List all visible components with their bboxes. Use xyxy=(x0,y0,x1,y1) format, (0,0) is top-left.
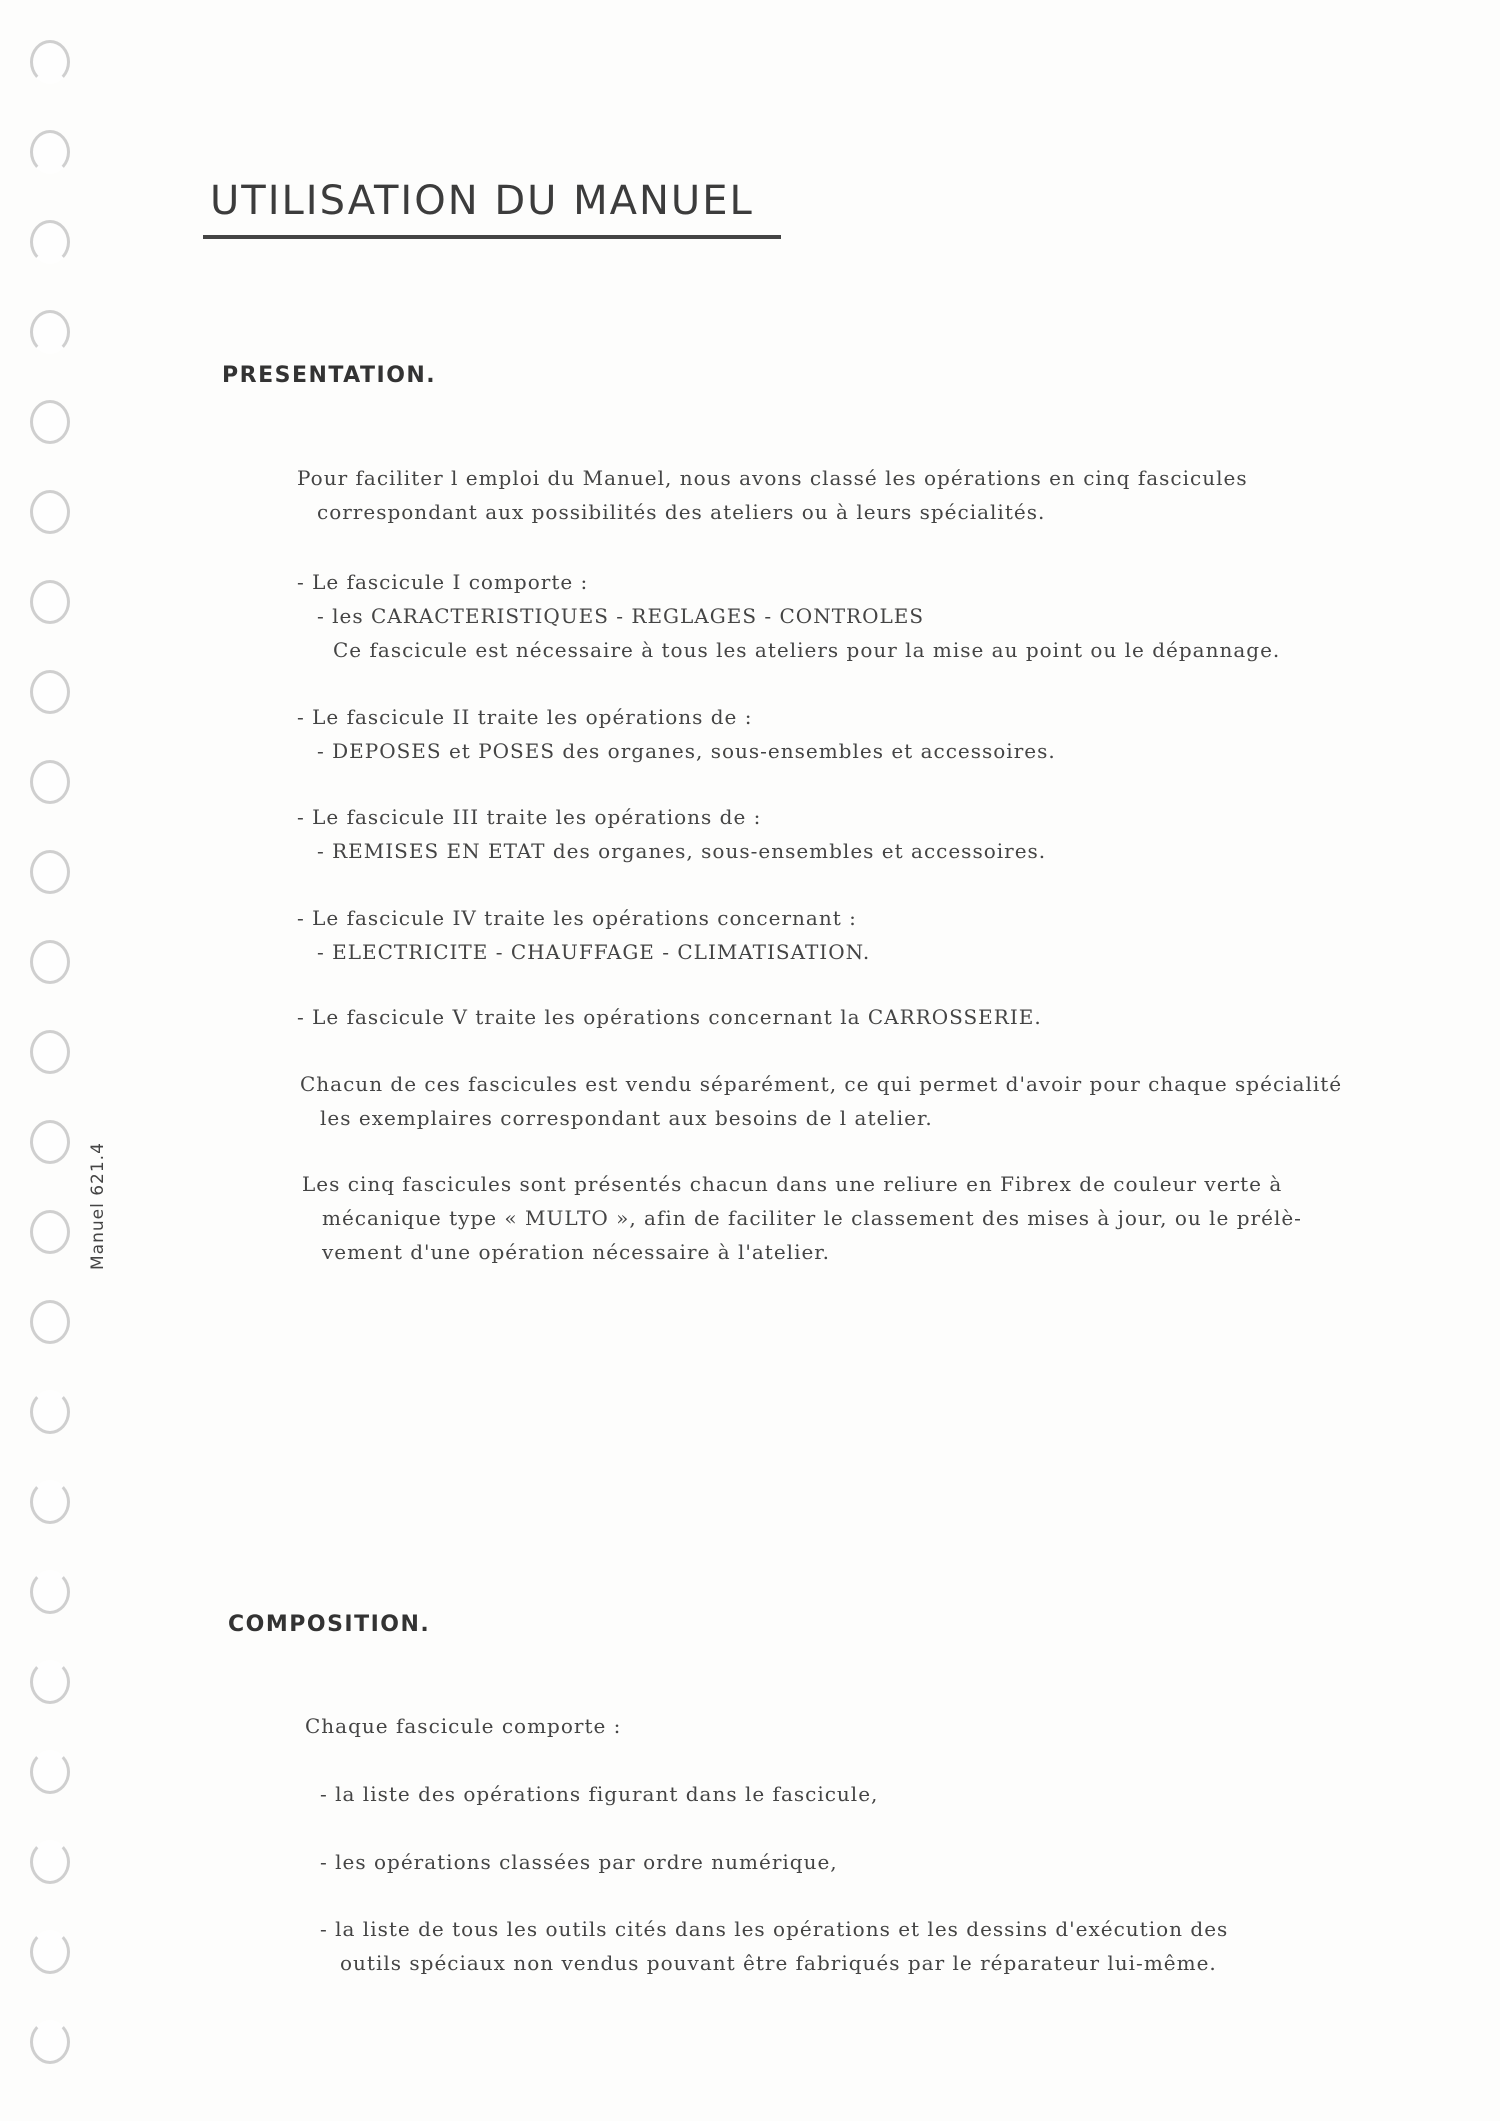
text-line: - Le fascicule V traite les opérations concernant la CARROSSERIE. xyxy=(297,1005,1042,1029)
text-line: - REMISES EN ETAT des organes, sous-ensembles et accessoires. xyxy=(317,839,1047,863)
presentation-intro xyxy=(297,461,1248,529)
title-underline xyxy=(203,235,781,239)
reliure-paragraph xyxy=(302,1167,1302,1269)
text-line: Chaque fascicule comporte : xyxy=(305,1714,622,1738)
binder-hole xyxy=(30,1930,70,1974)
composition-item-3 xyxy=(320,1912,1228,1980)
text-line: - les opérations classées par ordre numérique, xyxy=(320,1850,838,1874)
binder-hole xyxy=(30,670,70,714)
binder-hole xyxy=(30,1210,70,1254)
binder-hole xyxy=(30,940,70,984)
text-line: - les CARACTERISTIQUES - REGLAGES - CONTROLES xyxy=(317,604,925,628)
manual-reference: Manuel 621.4 xyxy=(88,1142,108,1270)
text-line: correspondant aux possibilités des ateliers ou à leurs spécialités. xyxy=(317,500,1046,524)
text-line: vement d'une opération nécessaire à l'atelier. xyxy=(322,1240,831,1264)
text-line: - la liste des opérations figurant dans le fascicule, xyxy=(320,1782,879,1806)
binder-holes xyxy=(30,40,80,2080)
text-line: Les cinq fascicules sont présentés chacun dans une reliure en Fibrex de couleur verte à xyxy=(302,1172,1283,1196)
binder-hole xyxy=(30,1840,70,1884)
binder-hole xyxy=(30,1390,70,1434)
text-line: - Le fascicule I comporte : xyxy=(297,570,589,594)
binder-hole xyxy=(30,310,70,354)
fascicule-2-block xyxy=(297,700,1056,768)
binder-hole xyxy=(30,580,70,624)
composition-item-1 xyxy=(320,1777,878,1811)
composition-item-2 xyxy=(320,1845,838,1879)
text-line: outils spéciaux non vendus pouvant être fabriqués par le réparateur lui-même. xyxy=(340,1951,1217,1975)
text-line: Chacun de ces fascicules est vendu séparément, ce qui permet d'avoir pour chaque spécialité xyxy=(300,1072,1343,1096)
text-line: - Le fascicule II traite les opérations de : xyxy=(297,705,753,729)
binder-hole xyxy=(30,1030,70,1074)
text-line: les exemplaires correspondant aux besoins de l atelier. xyxy=(320,1106,933,1130)
composition-intro xyxy=(305,1709,621,1743)
section-heading-presentation: PRESENTATION. xyxy=(222,363,437,388)
binder-hole xyxy=(30,1660,70,1704)
text-line: - Le fascicule III traite les opérations de : xyxy=(297,805,762,829)
fascicule-3-block xyxy=(297,800,1046,868)
binder-hole xyxy=(30,220,70,264)
binder-hole xyxy=(30,1750,70,1794)
binder-hole xyxy=(30,760,70,804)
binder-hole xyxy=(30,400,70,444)
vente-paragraph xyxy=(300,1067,1342,1135)
page-title: UTILISATION DU MANUEL xyxy=(210,178,754,224)
fascicule-1-block xyxy=(297,565,1280,667)
text-line: - Le fascicule IV traite les opérations concernant : xyxy=(297,906,857,930)
fascicule-5-block xyxy=(297,1000,1042,1034)
binder-hole xyxy=(30,850,70,894)
text-line: mécanique type « MULTO », afin de faciliter le classement des mises à jour, ou le prélè- xyxy=(322,1206,1302,1230)
binder-hole xyxy=(30,1570,70,1614)
binder-hole xyxy=(30,40,70,84)
binder-hole xyxy=(30,1480,70,1524)
text-line: - la liste de tous les outils cités dans les opérations et les dessins d'exécution des xyxy=(320,1917,1229,1941)
binder-hole xyxy=(30,490,70,534)
text-line: - ELECTRICITE - CHAUFFAGE - CLIMATISATION. xyxy=(317,940,871,964)
binder-hole xyxy=(30,1120,70,1164)
binder-hole xyxy=(30,130,70,174)
text-line: Pour faciliter l emploi du Manuel, nous avons classé les opérations en cinq fascicules xyxy=(297,466,1248,490)
binder-hole xyxy=(30,2020,70,2064)
binder-hole xyxy=(30,1300,70,1344)
text-line: - DEPOSES et POSES des organes, sous-ensembles et accessoires. xyxy=(317,739,1056,763)
section-heading-composition: COMPOSITION. xyxy=(228,1612,431,1637)
text-line: Ce fascicule est nécessaire à tous les ateliers pour la mise au point ou le dépannage. xyxy=(333,638,1281,662)
fascicule-4-block xyxy=(297,901,870,969)
